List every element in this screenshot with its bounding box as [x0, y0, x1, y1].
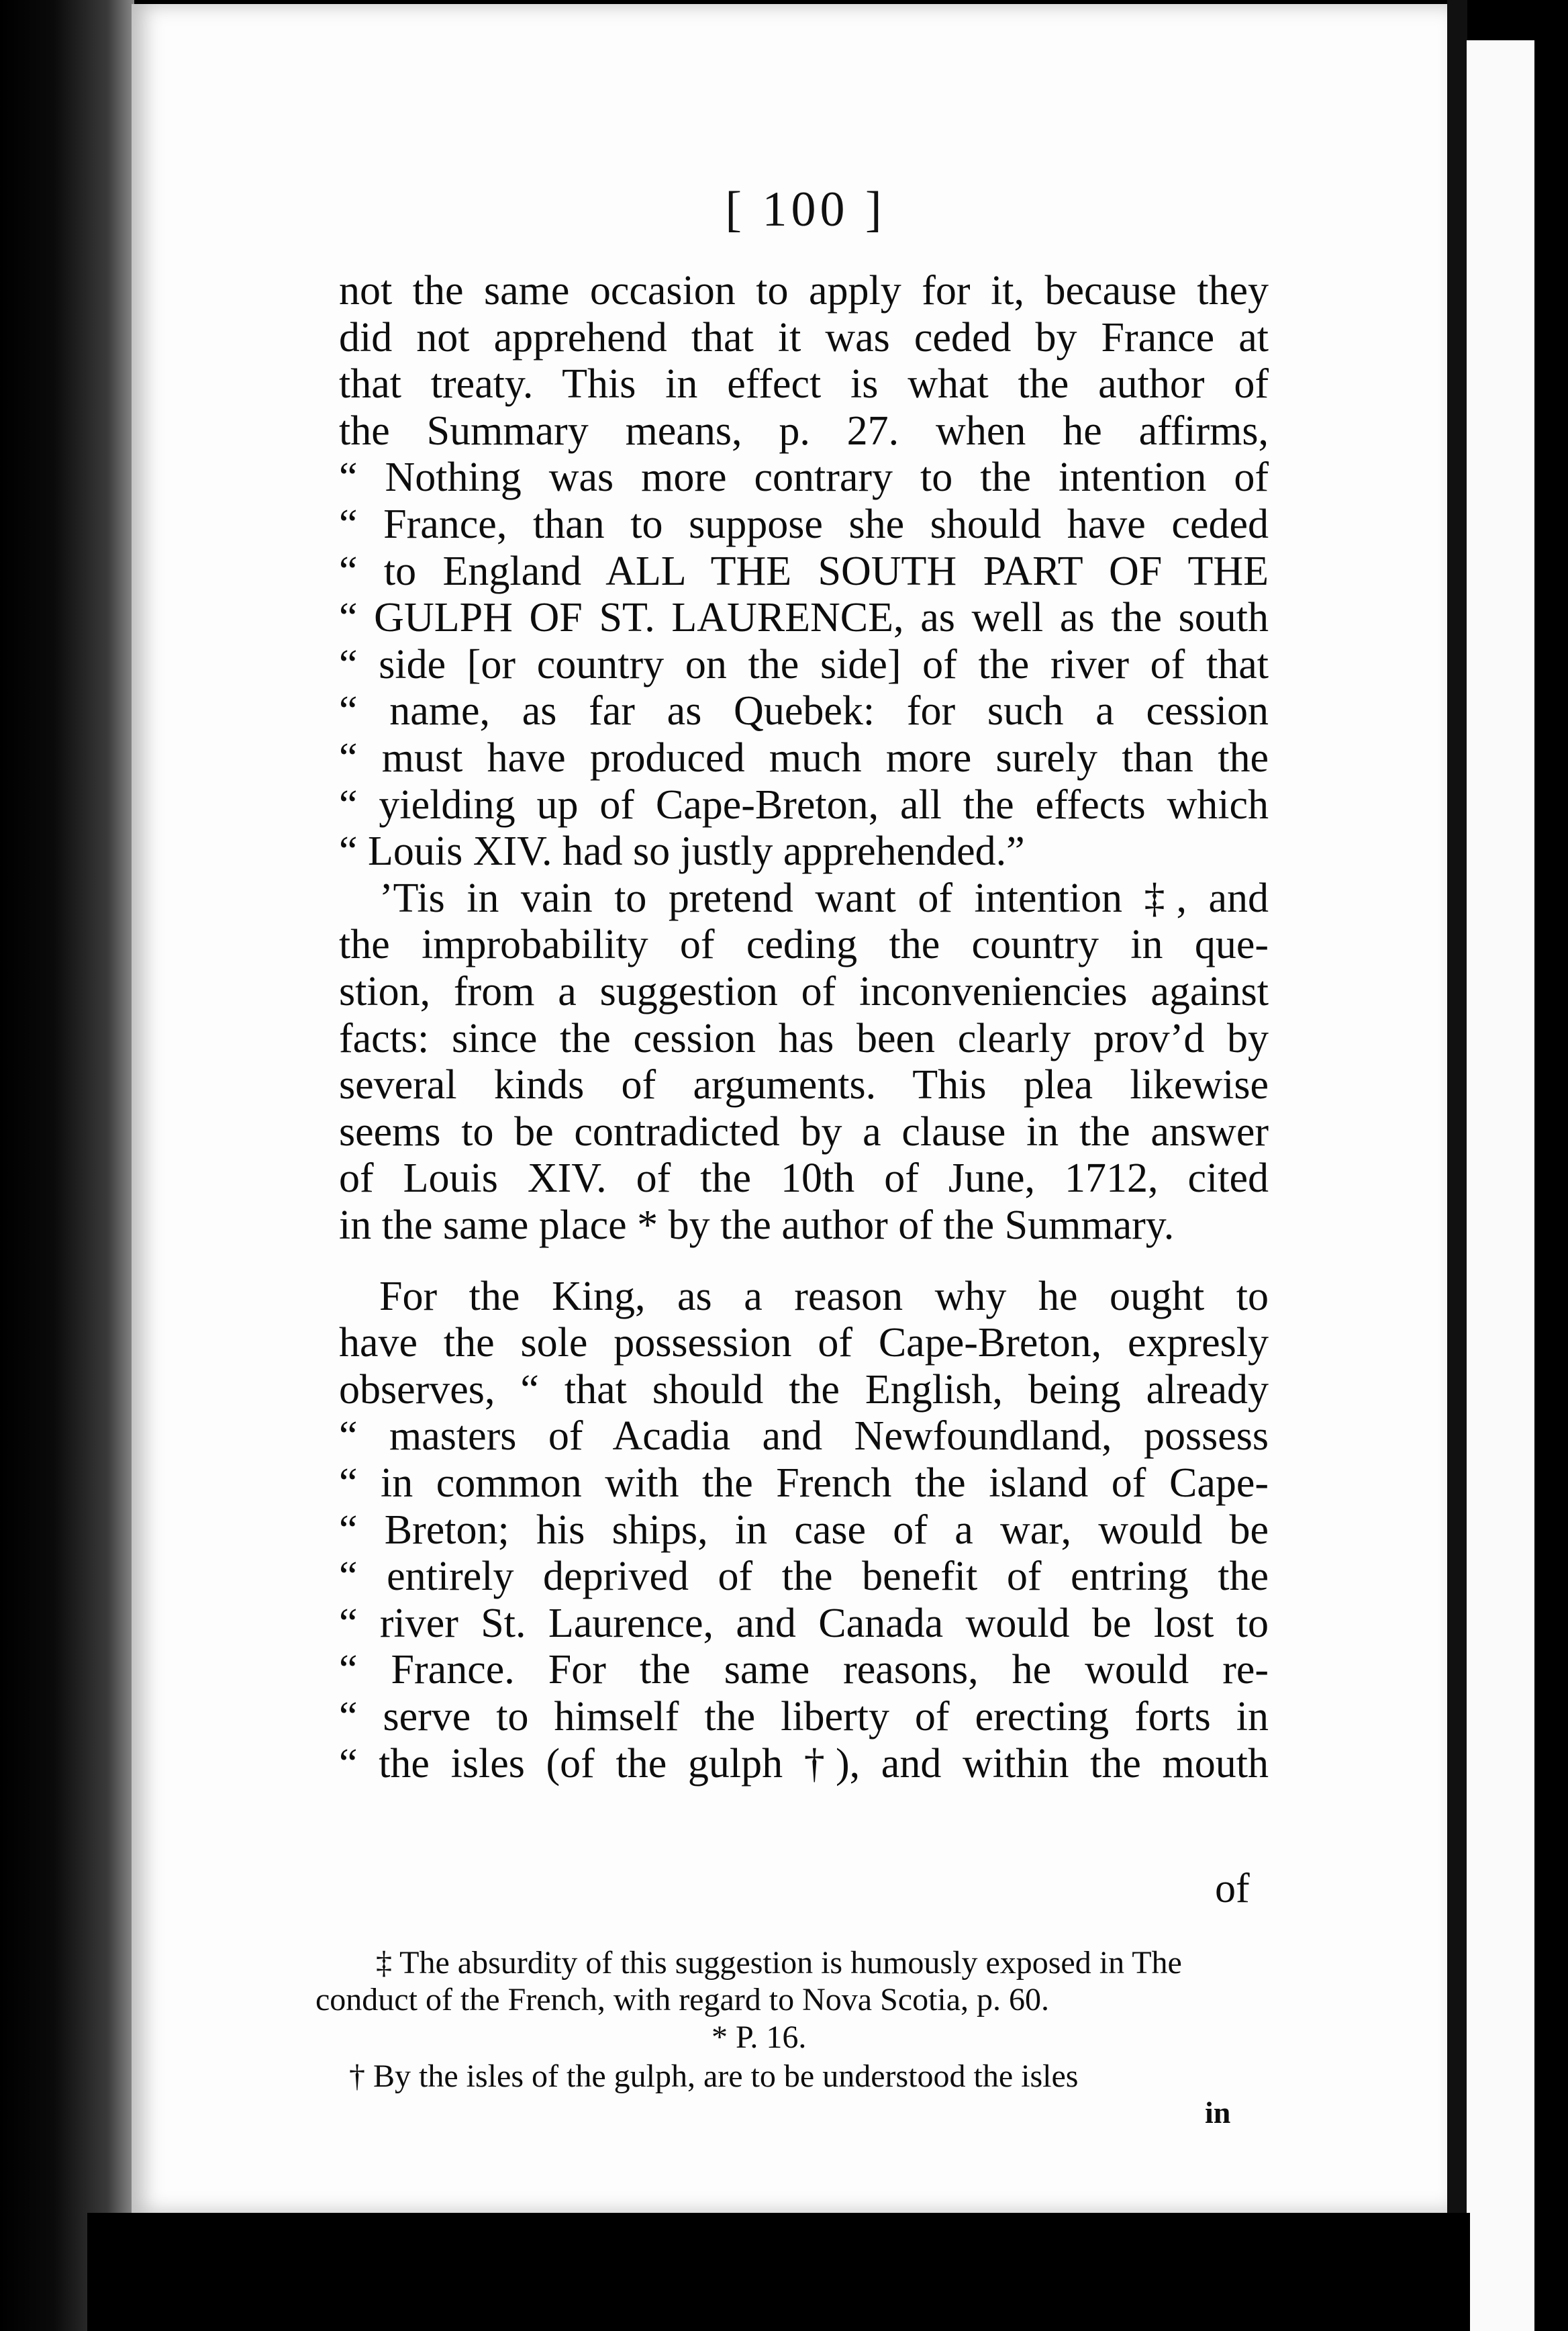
text-line: “ to England ALL THE SOUTH PART OF THE [339, 549, 1269, 594]
text-line: the Summary means, p. 27. when he affirms, [339, 408, 1269, 454]
text-line: facts: since the cession has been clearly prov’d by [339, 1016, 1269, 1061]
text-line: several kinds of arguments. This plea likewise [339, 1062, 1269, 1108]
text-line: “ GULPH OF ST. LAURENCE, as well as the south [339, 595, 1269, 640]
text-line: “ Nothing was more contrary to the intention of [339, 455, 1269, 500]
text-line: ’Tis in vain to pretend want of intention ‡, and [379, 875, 1269, 921]
text-line: “ yielding up of Cape-Breton, all the effects which [339, 782, 1269, 828]
text-line: “ France. For the same reasons, he would re- [339, 1647, 1269, 1693]
text-line: seems to be contradicted by a clause in the answer [339, 1109, 1269, 1155]
text-line: “ France, than to suppose she should have ceded [339, 502, 1269, 547]
catchword: of [1215, 1866, 1250, 1911]
text-line: “ the isles (of the gulph †), and within the mouth [339, 1741, 1269, 1787]
text-line: that treaty. This in effect is what the author of [339, 361, 1269, 407]
text-line: “ Louis XIV. had so justly apprehended.” [339, 828, 1025, 874]
text-line: For the King, as a reason why he ought to [379, 1274, 1269, 1319]
text-line: “ entirely deprived of the benefit of entring the [339, 1554, 1269, 1599]
text-line: “ serve to himself the liberty of erecting forts in [339, 1694, 1269, 1740]
footnote-line: ‡ The absurdity of this suggestion is humously exposed in The [376, 1945, 1182, 1981]
text-line: in the same place * by the author of the Summary. [339, 1202, 1175, 1248]
gutter [1447, 0, 1467, 2331]
text-line: “ masters of Acadia and Newfoundland, possess [339, 1413, 1269, 1459]
text-line: “ Breton; his ships, in case of a war, would be [339, 1507, 1269, 1553]
text-line: of Louis XIV. of the 10th of June, 1712, cited [339, 1155, 1269, 1201]
footnote-line: conduct of the French, with regard to Nova Scotia, p. 60. [315, 1982, 1050, 2017]
text-line: the improbability of ceding the country in que- [339, 922, 1269, 967]
binding-shadow [0, 0, 134, 2331]
text-line: not the same occasion to apply for it, because they [339, 268, 1269, 314]
text-line: stion, from a suggestion of inconveniencies against [339, 969, 1269, 1014]
footnote-catchword: in [1205, 2095, 1231, 2130]
bottom-shadow [87, 2213, 1470, 2331]
text-line: “ side [or country on the side] of the river of that [339, 642, 1269, 687]
text-line: observes, “ that should the English, being already [339, 1367, 1269, 1413]
text-line: “ must have produced much more surely than the [339, 735, 1269, 781]
text-line: “ river St. Laurence, and Canada would be lost to [339, 1601, 1269, 1646]
text-line: have the sole possession of Cape-Breton, expresly [339, 1320, 1269, 1366]
text-line: “ in common with the French the island of Cape- [339, 1460, 1269, 1506]
footnote-line: † By the isles of the gulph, are to be understood the isles [349, 2058, 1079, 2094]
text-line: did not apprehend that it was ceded by France at [339, 315, 1269, 361]
page-number-header: [ 100 ] [725, 182, 886, 237]
outer-shadow [1534, 0, 1568, 2331]
footnote-line: * P. 16. [712, 2019, 807, 2055]
text-line: “ name, as far as Quebek: for such a cession [339, 688, 1269, 734]
